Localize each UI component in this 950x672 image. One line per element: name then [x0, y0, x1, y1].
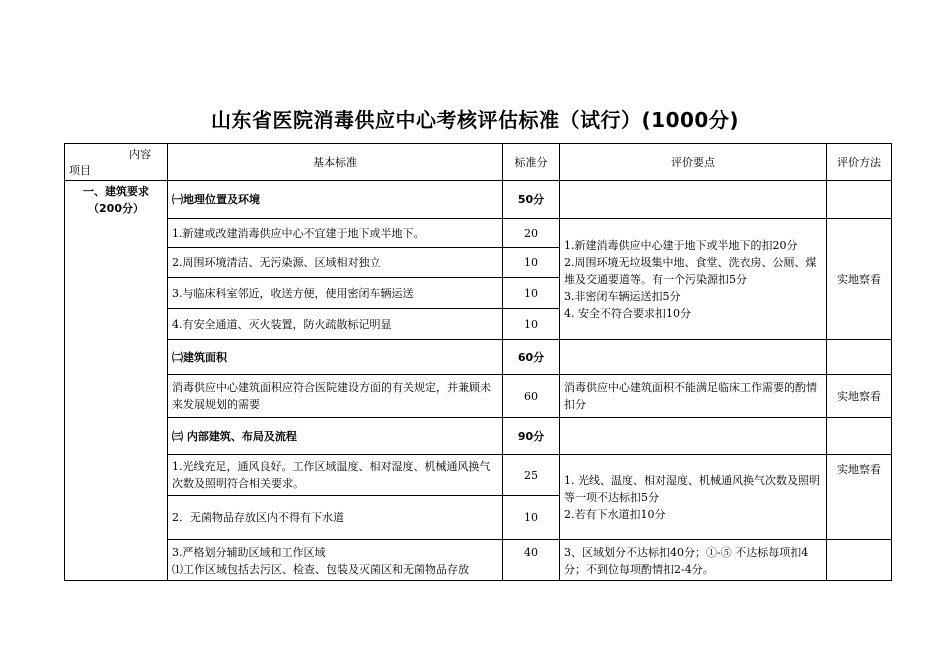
key-point: 1. 光线、温度、相对湿度、机械通风换气次数及照明等一项不达标扣5分: [564, 473, 820, 504]
table-row: [65, 455, 892, 496]
section-name: 一、建筑要求: [83, 185, 149, 198]
header-row: [65, 144, 892, 181]
method-cell: 实地察看: [827, 219, 892, 340]
standard-text: 4.有安全通道、灭火装置，防火疏散标记明显: [168, 309, 503, 340]
key-point: 4. 安全不符合要求扣10分: [564, 306, 691, 320]
empty-cell: [560, 181, 827, 219]
standard-text: ⑴工作区域包括去污区、检查、包装及灭菌区和无菌物品存放: [172, 563, 469, 576]
subsection-title: ㈠地理位置及环境: [168, 181, 503, 219]
standard-text: 3.与临床科室邻近，收送方便，使用密闭车辆运送: [168, 278, 503, 309]
subsection-row: [65, 340, 892, 375]
subsection-row: [65, 181, 892, 219]
standard-score: 10: [503, 248, 560, 278]
key-points-cell: [560, 455, 827, 540]
subsection-score: 90分: [503, 418, 560, 455]
subsection-score: 50分: [503, 181, 560, 219]
header-item-label: 项目: [69, 164, 91, 177]
key-point: 2.若有下水道扣10分: [564, 507, 666, 521]
table-row: [65, 219, 892, 248]
standard-text: 2.周围环境清洁、无污染源、区域相对独立: [168, 248, 503, 278]
key-point: 3.非密闭车辆运送扣5分: [564, 289, 681, 303]
standard-text: 3.严格划分辅助区域和工作区域: [172, 546, 326, 559]
subsection-row: [65, 418, 892, 455]
header-method: 评价方法: [827, 144, 892, 181]
standard-text: 2．无菌物品存放区内不得有下水道: [168, 496, 503, 540]
table-row: [65, 375, 892, 418]
empty-cell: [827, 340, 892, 375]
header-key-points: 评价要点: [560, 144, 827, 181]
assessment-table: [64, 143, 892, 581]
header-diagonal-cell: [65, 144, 168, 181]
standard-score: 60: [503, 375, 560, 418]
key-point: 消毒供应中心建筑面积不能满足临床工作需要的酌情扣分: [560, 375, 827, 418]
empty-cell: [560, 340, 827, 375]
standard-score: 40: [503, 540, 560, 581]
standard-score: 10: [503, 496, 560, 540]
standard-score: 10: [503, 309, 560, 340]
table-row: [65, 540, 892, 581]
standard-score: 25: [503, 455, 560, 496]
standard-score: 20: [503, 219, 560, 248]
empty-cell: [827, 418, 892, 455]
standard-text: 消毒供应中心建筑面积应符合医院建设方面的有关规定，并兼顾未来发展规划的需要: [168, 375, 503, 418]
standard-text: 1.新建或改建消毒供应中心不宜建于地下或半地下。: [168, 219, 503, 248]
section-score: （200分）: [88, 202, 144, 215]
standard-text-cell: [168, 540, 503, 581]
empty-cell: [560, 418, 827, 455]
empty-cell: [827, 181, 892, 219]
header-basic-standard: 基本标准: [168, 144, 503, 181]
method-cell: 实地察看: [827, 455, 892, 540]
subsection-title: ㈡建筑面积: [168, 340, 503, 375]
header-standard-score: 标准分: [503, 144, 560, 181]
standard-text: 1.光线充足，通风良好。工作区域温度、相对湿度、机械通风换气次数及照明符合相关要求。: [168, 455, 503, 496]
header-content-label: 内容: [129, 148, 151, 161]
key-point: 1.新建消毒供应中心建于地下或半地下的扣20分: [564, 238, 798, 252]
subsection-score: 60分: [503, 340, 560, 375]
standard-score: 10: [503, 278, 560, 309]
method-cell: 实地察看: [827, 375, 892, 418]
subsection-title: ㈢ 内部建筑、布局及流程: [168, 418, 503, 455]
key-point: 3、区域划分不达标扣40分；①-⑤ 不达标每项扣4分；不到位每项酌情扣2-4分。: [560, 540, 827, 581]
document-title: 山东省医院消毒供应中心考核评估标准（试行）(1000分): [211, 108, 739, 132]
section-cell: [65, 181, 168, 581]
key-points-cell: [560, 219, 827, 340]
key-point: 2.周围环境无垃圾集中地、食堂、洗衣房、公厕、煤堆及交通要道等。有一个污染源扣5分: [564, 255, 817, 286]
empty-cell: [827, 540, 892, 581]
